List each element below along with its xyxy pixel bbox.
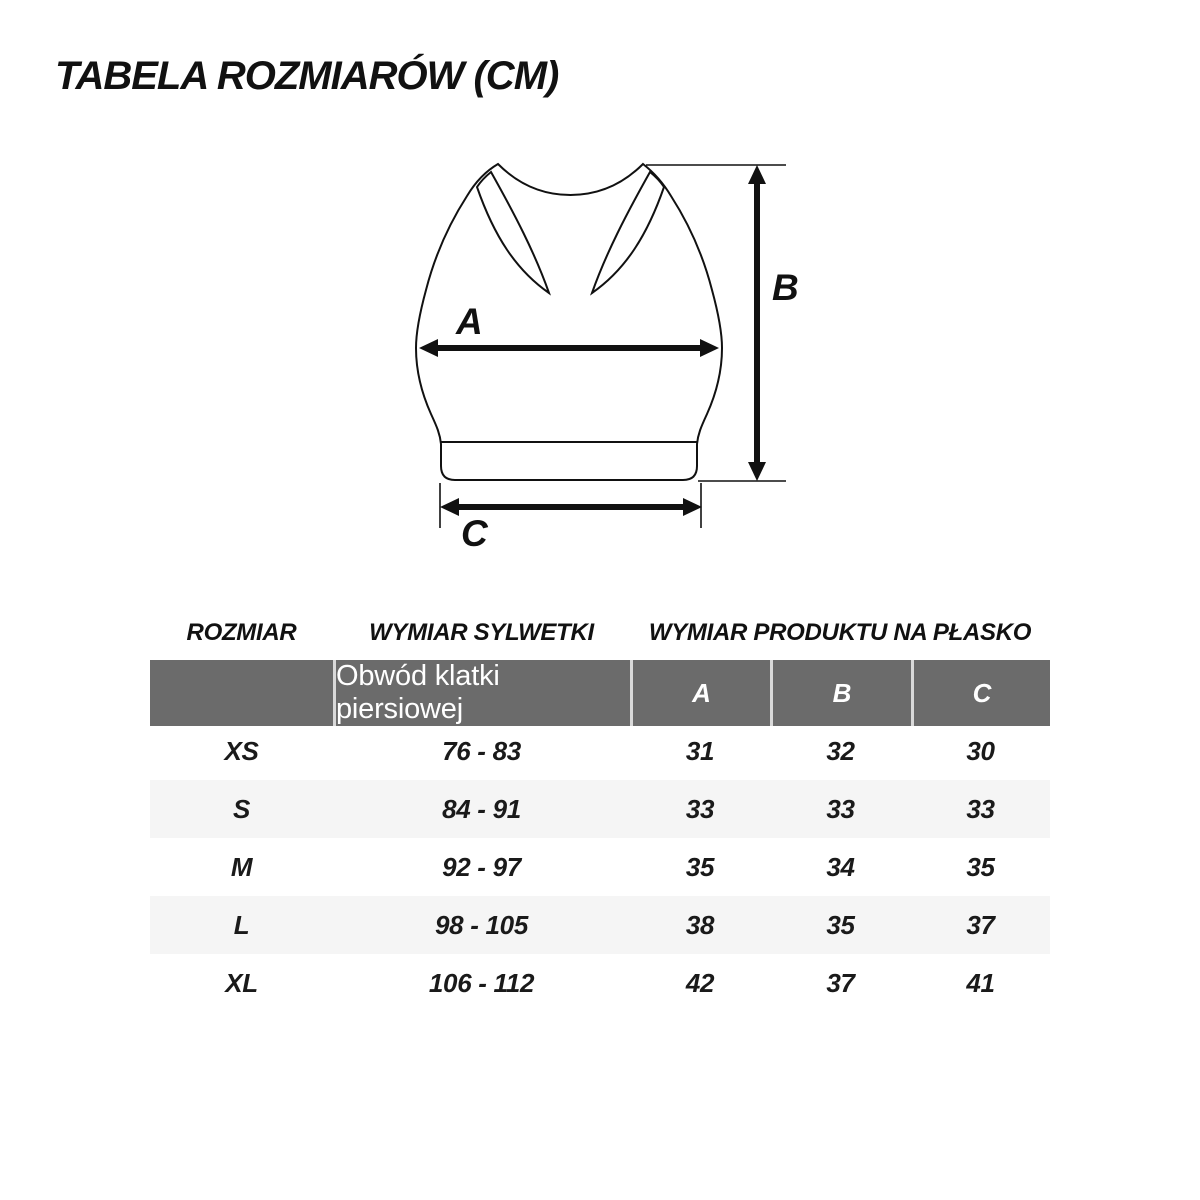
page-title: TABELA ROZMIARÓW (CM) — [55, 54, 559, 98]
size-cell: XL — [225, 967, 258, 998]
chest-range-cell: 84 - 91 — [442, 793, 521, 824]
size-cell: XS — [224, 735, 259, 766]
table-header-row — [150, 660, 1050, 725]
chest-range-cell: 106 - 112 — [428, 967, 535, 998]
chest-range-cell: 76 - 83 — [442, 735, 521, 766]
dimension-label-a: A — [456, 301, 483, 342]
group-header-wymiar-sylwetki: WYMIAR SYLWETKI — [369, 619, 594, 646]
table-row-m — [150, 838, 1050, 896]
value-c-cell: 35 — [966, 851, 995, 882]
header-cell-c: C — [911, 660, 1050, 726]
size-cell: S — [232, 793, 251, 824]
value-a-cell: 42 — [685, 967, 715, 998]
bra-measurement-diagram — [380, 140, 830, 570]
size-cell: M — [230, 851, 253, 882]
dimension-label-b: B — [772, 267, 799, 308]
group-header-wymiar-produktu: WYMIAR PRODUKTU NA PŁASKO — [648, 619, 1032, 646]
table-row-xl — [150, 954, 1050, 1012]
value-a-cell: 33 — [685, 793, 715, 824]
table-row-l — [150, 896, 1050, 954]
header-cell-b: B — [770, 660, 911, 726]
value-a-cell: 38 — [685, 909, 715, 940]
value-c-cell: 33 — [966, 793, 995, 824]
size-cell: L — [233, 909, 250, 940]
value-b-cell: 34 — [826, 851, 855, 882]
group-header-rozmiar: ROZMIAR — [186, 619, 297, 646]
value-b-cell: 33 — [826, 793, 855, 824]
dimension-arrow-b — [748, 165, 766, 481]
value-c-cell: 37 — [966, 909, 995, 940]
table-group-header — [150, 606, 1050, 660]
table-row-xs — [150, 722, 1050, 780]
value-c-cell: 30 — [966, 735, 995, 766]
header-cell-empty — [150, 660, 333, 726]
value-b-cell: 37 — [826, 967, 855, 998]
value-a-cell: 31 — [685, 735, 715, 766]
header-cell-chest: Obwód klatki piersiowej — [333, 660, 630, 726]
size-table — [150, 606, 1050, 1012]
header-cell-a: A — [630, 660, 770, 726]
value-c-cell: 41 — [966, 967, 995, 998]
value-b-cell: 32 — [826, 735, 855, 766]
dimension-label-c: C — [461, 513, 488, 554]
chest-range-cell: 92 - 97 — [442, 851, 521, 882]
chest-range-cell: 98 - 105 — [434, 909, 528, 940]
value-b-cell: 35 — [826, 909, 855, 940]
table-row-s — [150, 780, 1050, 838]
value-a-cell: 35 — [685, 851, 715, 882]
